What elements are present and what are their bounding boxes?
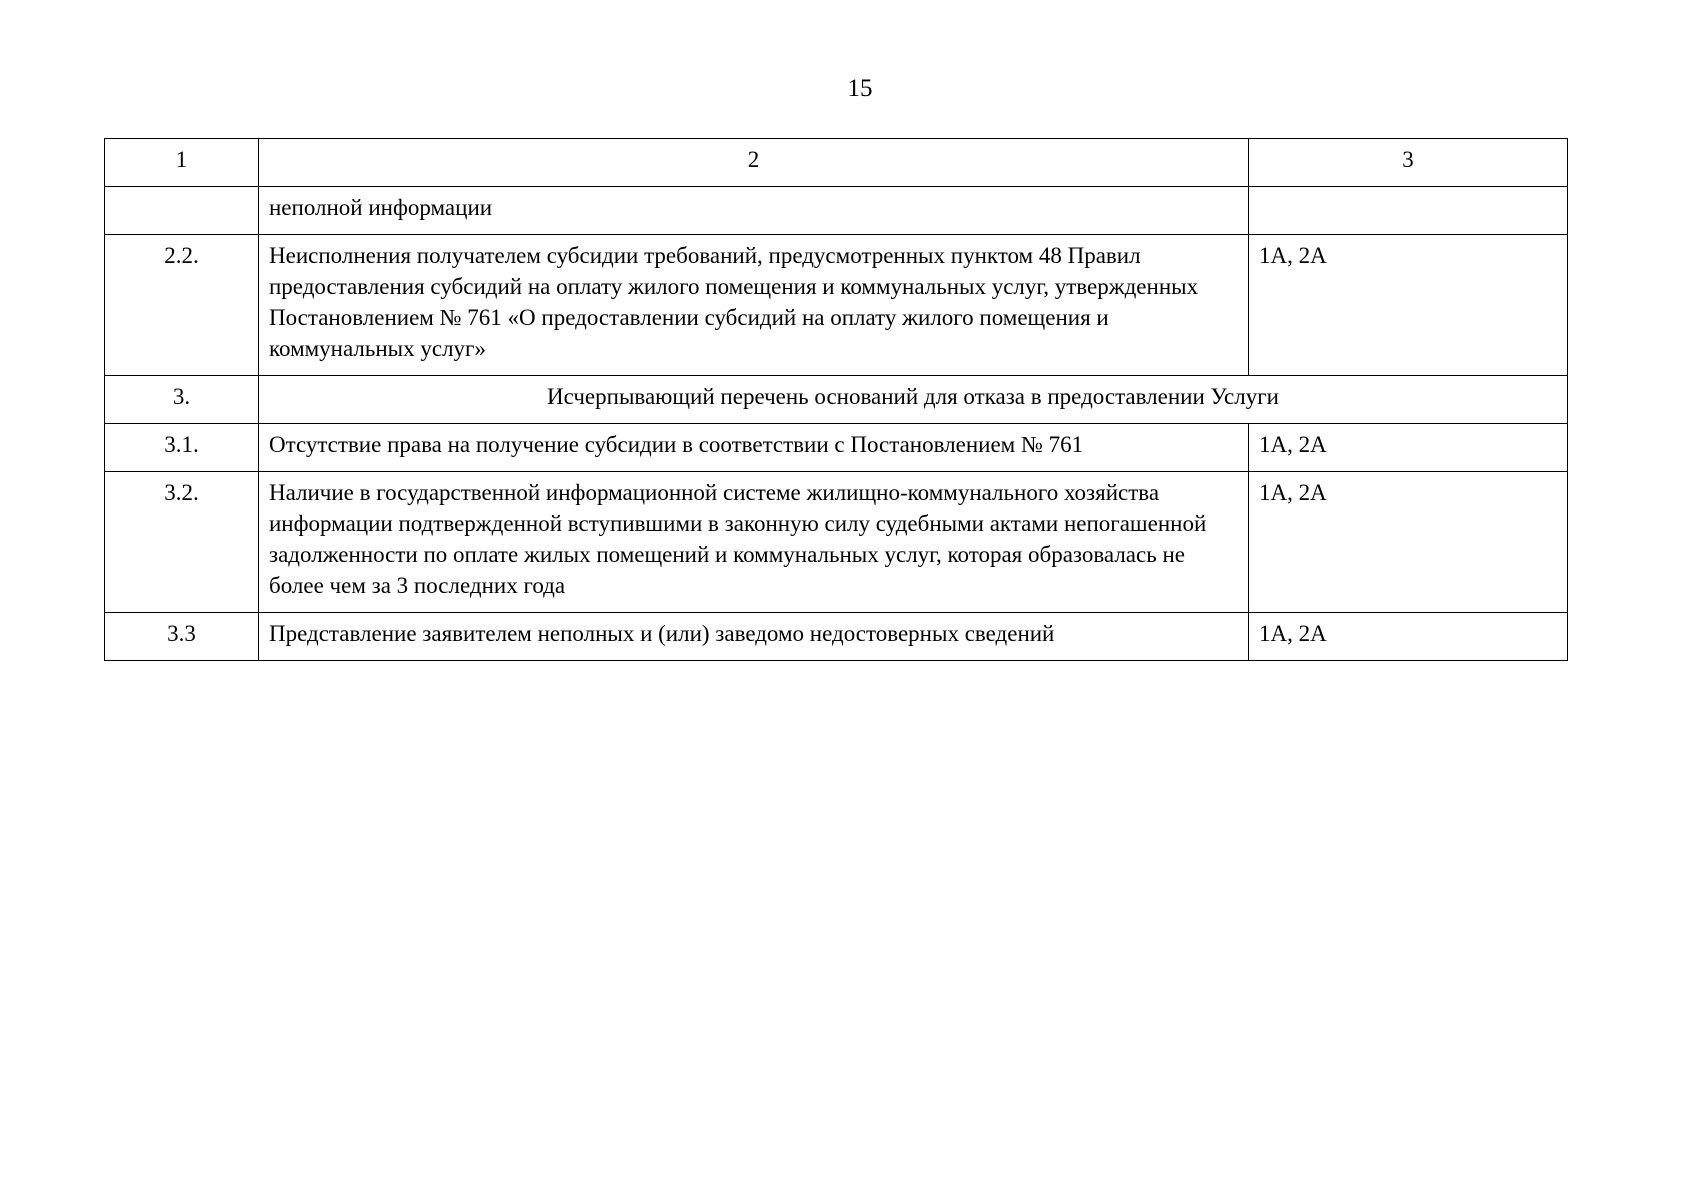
row-number [105, 187, 259, 235]
table-row [105, 472, 1568, 613]
header-cell-1: 1 [105, 139, 259, 187]
table-row [105, 187, 1568, 235]
section-number: 3. [105, 376, 259, 424]
section-title: Исчерпывающий перечень оснований для отказа в предоставлении Услуги [259, 376, 1568, 424]
row-reference [1249, 187, 1568, 235]
table-header-row [105, 139, 1568, 187]
table-row [105, 235, 1568, 376]
page-number: 15 [847, 75, 873, 102]
header-cell-2: 2 [259, 139, 1249, 187]
row-text: Неисполнения получателем субсидии требований, предусмотренных пунктом 48 Правил предоставления субсидий на оплату жилого помещения и коммунальных услуг, утвержденных Постановлением № 761 «О предоставлении субсидий на оплату жилого помещения и коммунальных услуг» [259, 235, 1249, 376]
row-reference: 1А, 2А [1249, 424, 1568, 472]
section-row [105, 376, 1568, 424]
row-text: Представление заявителем неполных и (или) заведомо недостоверных сведений [259, 613, 1249, 661]
row-reference: 1А, 2А [1249, 613, 1568, 661]
row-number: 3.3 [105, 613, 259, 661]
row-reference: 1А, 2А [1249, 472, 1568, 613]
row-number: 3.1. [105, 424, 259, 472]
row-text: Отсутствие права на получение субсидии в соответствии с Постановлением № 761 [259, 424, 1249, 472]
header-cell-3: 3 [1249, 139, 1568, 187]
table-row [105, 424, 1568, 472]
row-text: неполной информации [259, 187, 1249, 235]
table-row [105, 613, 1568, 661]
row-number: 2.2. [105, 235, 259, 376]
row-reference: 1А, 2А [1249, 235, 1568, 376]
grounds-table [104, 138, 1568, 661]
row-number: 3.2. [105, 472, 259, 613]
row-text: Наличие в государственной информационной системе жилищно-коммунального хозяйства информации подтвержденной вступившими в законную силу судебными актами непогашенной задолженности по оплате жилых помещений и коммунальных услуг, которая образовалась не более чем за 3 последних года [259, 472, 1249, 613]
